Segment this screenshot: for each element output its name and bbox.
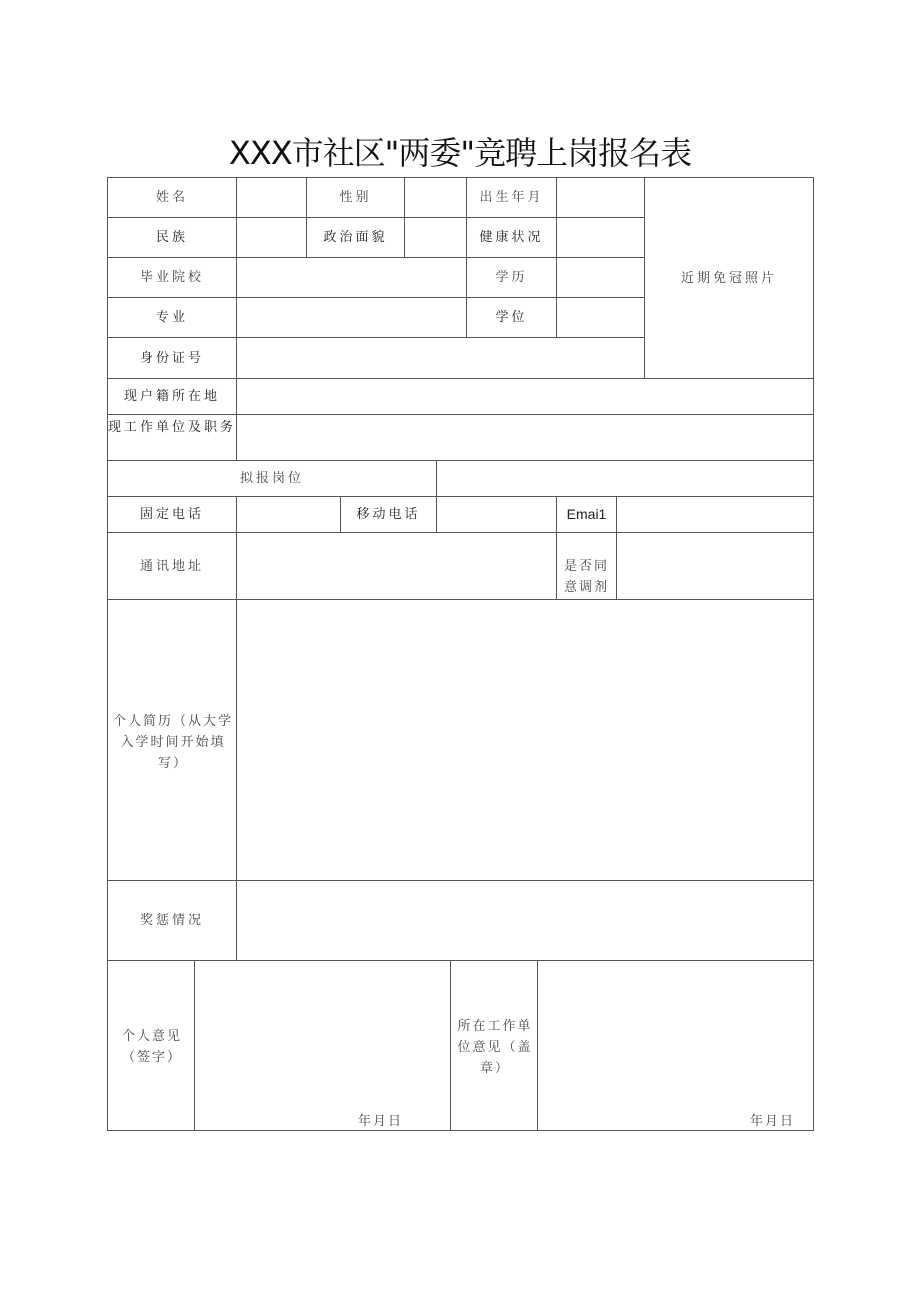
input-school[interactable]: [237, 258, 466, 297]
label-ethnicity: 民族: [155, 230, 188, 245]
label-address: 通讯地址: [139, 558, 204, 574]
input-work-unit[interactable]: [237, 415, 813, 460]
input-unit-opinion[interactable]: [538, 961, 813, 1130]
label-birth: 出生年月: [479, 190, 544, 205]
input-political[interactable]: [405, 218, 466, 257]
input-address[interactable]: [237, 533, 556, 599]
label-position: 拟报岗位: [239, 471, 304, 486]
label-awards: 奖惩情况: [139, 913, 204, 928]
input-mobile[interactable]: [437, 497, 556, 532]
input-resume[interactable]: [237, 600, 813, 880]
input-education[interactable]: [557, 258, 644, 297]
label-resume: 个人简历（从大学入学时间开始填写）: [112, 713, 233, 771]
label-household: 现户籍所在地: [123, 389, 220, 404]
label-work-unit: 现工作单位及职务: [108, 420, 237, 435]
label-gender: 性别: [339, 190, 372, 205]
label-education: 学历: [495, 270, 528, 285]
input-phone[interactable]: [237, 497, 340, 532]
input-position[interactable]: [437, 461, 813, 496]
input-degree[interactable]: [557, 298, 644, 337]
label-mobile: 移动电话: [356, 507, 421, 522]
label-health: 健康状况: [479, 230, 544, 245]
photo-box[interactable]: 近期免冠照片: [680, 270, 777, 286]
input-health[interactable]: [557, 218, 644, 257]
label-adjust: 是否同意调剂: [563, 559, 609, 595]
page-title: XXX市社区"两委"竞聘上岗报名表: [228, 134, 692, 172]
input-gender[interactable]: [405, 178, 466, 217]
label-personal-opinion: 个人意见（签字）: [121, 1029, 182, 1065]
input-adjust[interactable]: [617, 533, 813, 599]
label-id-number: 身份证号: [139, 350, 204, 366]
label-name: 姓名: [155, 190, 188, 205]
label-major: 专业: [155, 310, 188, 325]
input-id-number[interactable]: [237, 338, 644, 378]
input-awards[interactable]: [237, 881, 813, 960]
input-birth[interactable]: [557, 178, 644, 217]
label-phone: 固定电话: [139, 507, 204, 522]
input-household[interactable]: [237, 379, 813, 414]
input-name[interactable]: [237, 178, 306, 217]
label-unit-opinion: 所在工作单位意见（盖章）: [457, 1018, 533, 1076]
input-ethnicity[interactable]: [237, 218, 306, 257]
date-personal: 年月日: [358, 1114, 404, 1129]
input-personal-opinion[interactable]: [195, 961, 450, 1130]
input-major[interactable]: [237, 298, 466, 337]
label-email: Emai1: [566, 506, 607, 522]
label-degree: 学位: [495, 310, 528, 325]
label-political: 政治面貌: [323, 230, 388, 245]
label-school: 毕业院校: [139, 270, 204, 285]
date-unit: 年月日: [750, 1114, 796, 1129]
input-email[interactable]: [617, 497, 813, 532]
